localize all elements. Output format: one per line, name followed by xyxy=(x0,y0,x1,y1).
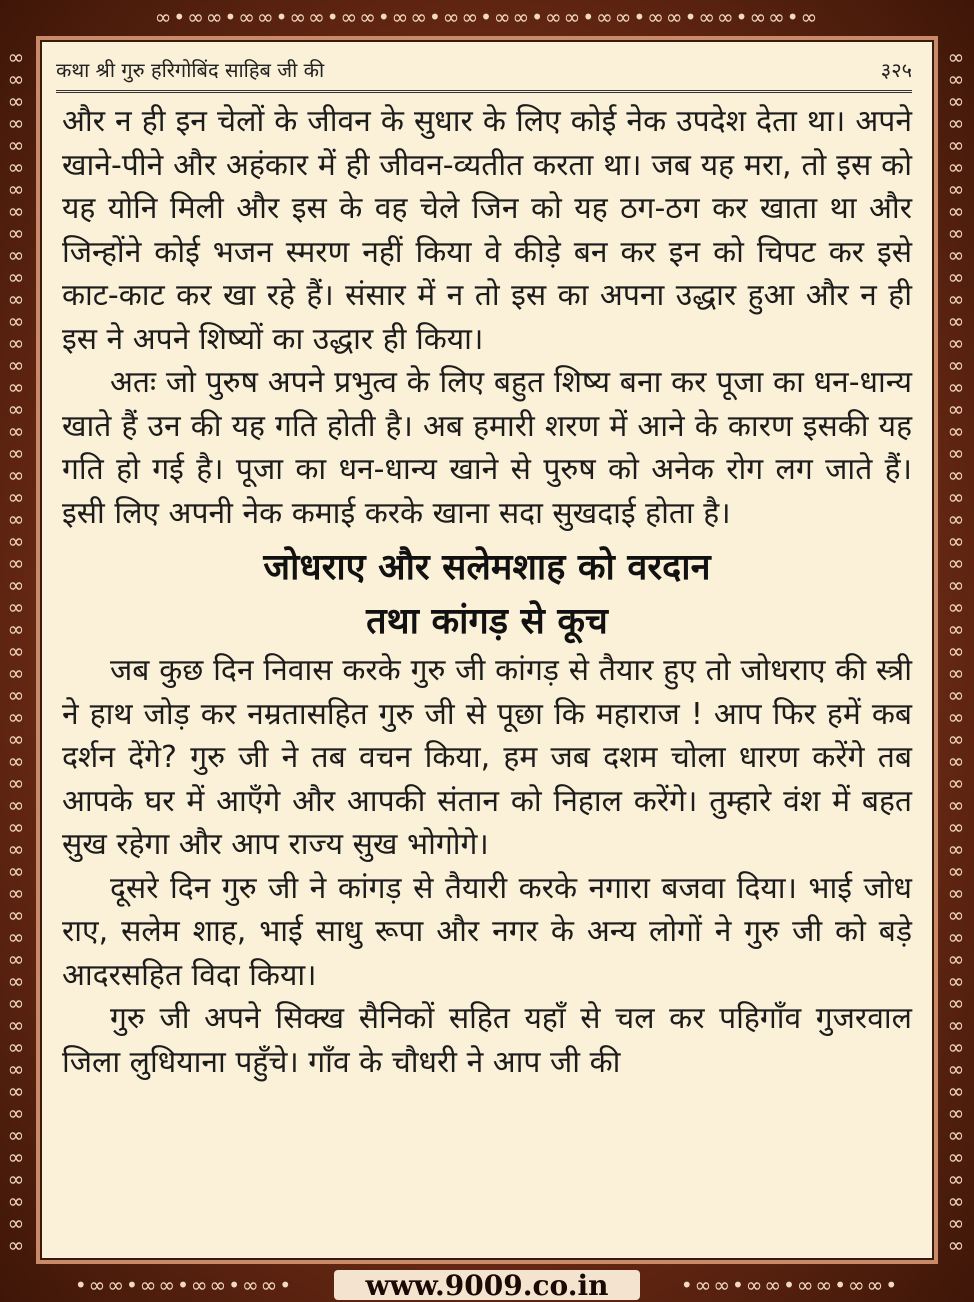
frame-ornament-bottom-right: •∞∞•∞∞•∞∞•∞∞• xyxy=(680,1273,900,1297)
section-heading xyxy=(62,541,912,649)
page-content xyxy=(62,100,912,1084)
footer-website-url[interactable]: www.9009.co.in xyxy=(334,1270,640,1300)
paragraph-2: अतः जो पुरुष अपने प्रभुत्व के लिए बहुत शिष्य बना कर पूजा का धन-धान्य खाते हैं उन की यह गति होती है। अब हमारी शरण में आने के कारण इसकी यह गति हो गई है। पूजा का धन-धान्य खाने से पुरुष को अनेक रोग लग जाते हैं। इसी लिए अपनी नेक कमाई करके खाना सदा सुखदाई होता है। xyxy=(62,365,912,531)
paragraph-3: जब कुछ दिन निवास करके गुरु जी कांगड़ से तैयार हुए तो जोधराए की स्त्री ने हाथ जोड़ कर नम्रतासहित गुरु जी से पूछा कि महाराज ! आप फिर हमें कब दर्शन देंगे? गुरु जी ने तब वचन किया, हम जब दशम चोला धारण करेंगे तब आपके घर में आएँगे और आपकी संतान को निहाल करेंगे। तुम्हारे वंश में बहत सुख रहेगा और आप राज्य सुख भोगोगे। xyxy=(62,653,912,862)
section-heading-line-2: तथा कांगड़ से कूच xyxy=(366,601,608,642)
page-number: ३२५ xyxy=(880,57,912,82)
paragraph-1: और न ही इन चेलों के जीवन के सुधार के लिए कोई नेक उपदेश देता था। अपने खाने-पीने और अहंकार में ही जीवन-व्यतीत करता था। जब यह मरा, तो इस को यह योनि मिली और इस के वह चेले जिन को यह ठग-ठग कर खाता था और जिन्होंने कोई भजन स्मरण नहीं किया वे कीड़े बन कर इन को चिपट कर इसे काट-काट कर खा रहे हैं। संसार में न तो इस का अपना उद्धार हुआ और न ही इस ने अपने शिष्यों का उद्धार ही किया। xyxy=(62,104,912,357)
book-page xyxy=(36,36,938,1264)
paragraph-4: दूसरे दिन गुरु जी ने कांगड़ से तैयारी करके नगारा बजवा दिया। भाई जोध राए, सलेम शाह, भाई साधु रूपा और नगर के अन्य लोगों ने गुरु जी को बड़े आदरसहित विदा किया। xyxy=(62,870,912,993)
frame-ornament-left: ∞ ∞ ∞ ∞ ∞ ∞ ∞ ∞ ∞ ∞ ∞ ∞ ∞ ∞ ∞ ∞ ∞ ∞ ∞ ∞ ∞ ∞ ∞ ∞ ∞ ∞ ∞ ∞ ∞ ∞ ∞ ∞ ∞ ∞ ∞ ∞ ∞ ∞ ∞ ∞ ∞ ∞ ∞ ∞ ∞ ∞ ∞ ∞ ∞ ∞ ∞ ∞ ∞ ∞ ∞ xyxy=(7,45,27,1257)
page-header xyxy=(56,48,912,93)
frame-ornament-bottom-left: •∞∞•∞∞•∞∞•∞∞• xyxy=(74,1273,294,1297)
running-title: कथा श्री गुरु हरिगोबिंद साहिब जी की xyxy=(56,57,325,82)
frame-ornament-right: ∞ ∞ ∞ ∞ ∞ ∞ ∞ ∞ ∞ ∞ ∞ ∞ ∞ ∞ ∞ ∞ ∞ ∞ ∞ ∞ ∞ ∞ ∞ ∞ ∞ ∞ ∞ ∞ ∞ ∞ ∞ ∞ ∞ ∞ ∞ ∞ ∞ ∞ ∞ ∞ ∞ ∞ ∞ ∞ ∞ ∞ ∞ ∞ ∞ ∞ ∞ ∞ ∞ ∞ ∞ xyxy=(947,45,967,1257)
section-heading-line-1: जोधराए और सलेमशाह को वरदान xyxy=(263,547,711,588)
frame-ornament-top: ∞•∞∞•∞∞•∞∞•∞∞•∞∞•∞∞•∞∞•∞∞•∞∞•∞∞•∞∞•∞∞•∞ xyxy=(154,5,820,29)
paragraph-5: गुरु जी अपने सिक्ख सैनिकों सहित यहाँ से चल कर पहिगाँव गुजरवाल जिला लुधियाना पहुँचे। गाँव के चौधरी ने आप जी की xyxy=(62,1001,912,1080)
